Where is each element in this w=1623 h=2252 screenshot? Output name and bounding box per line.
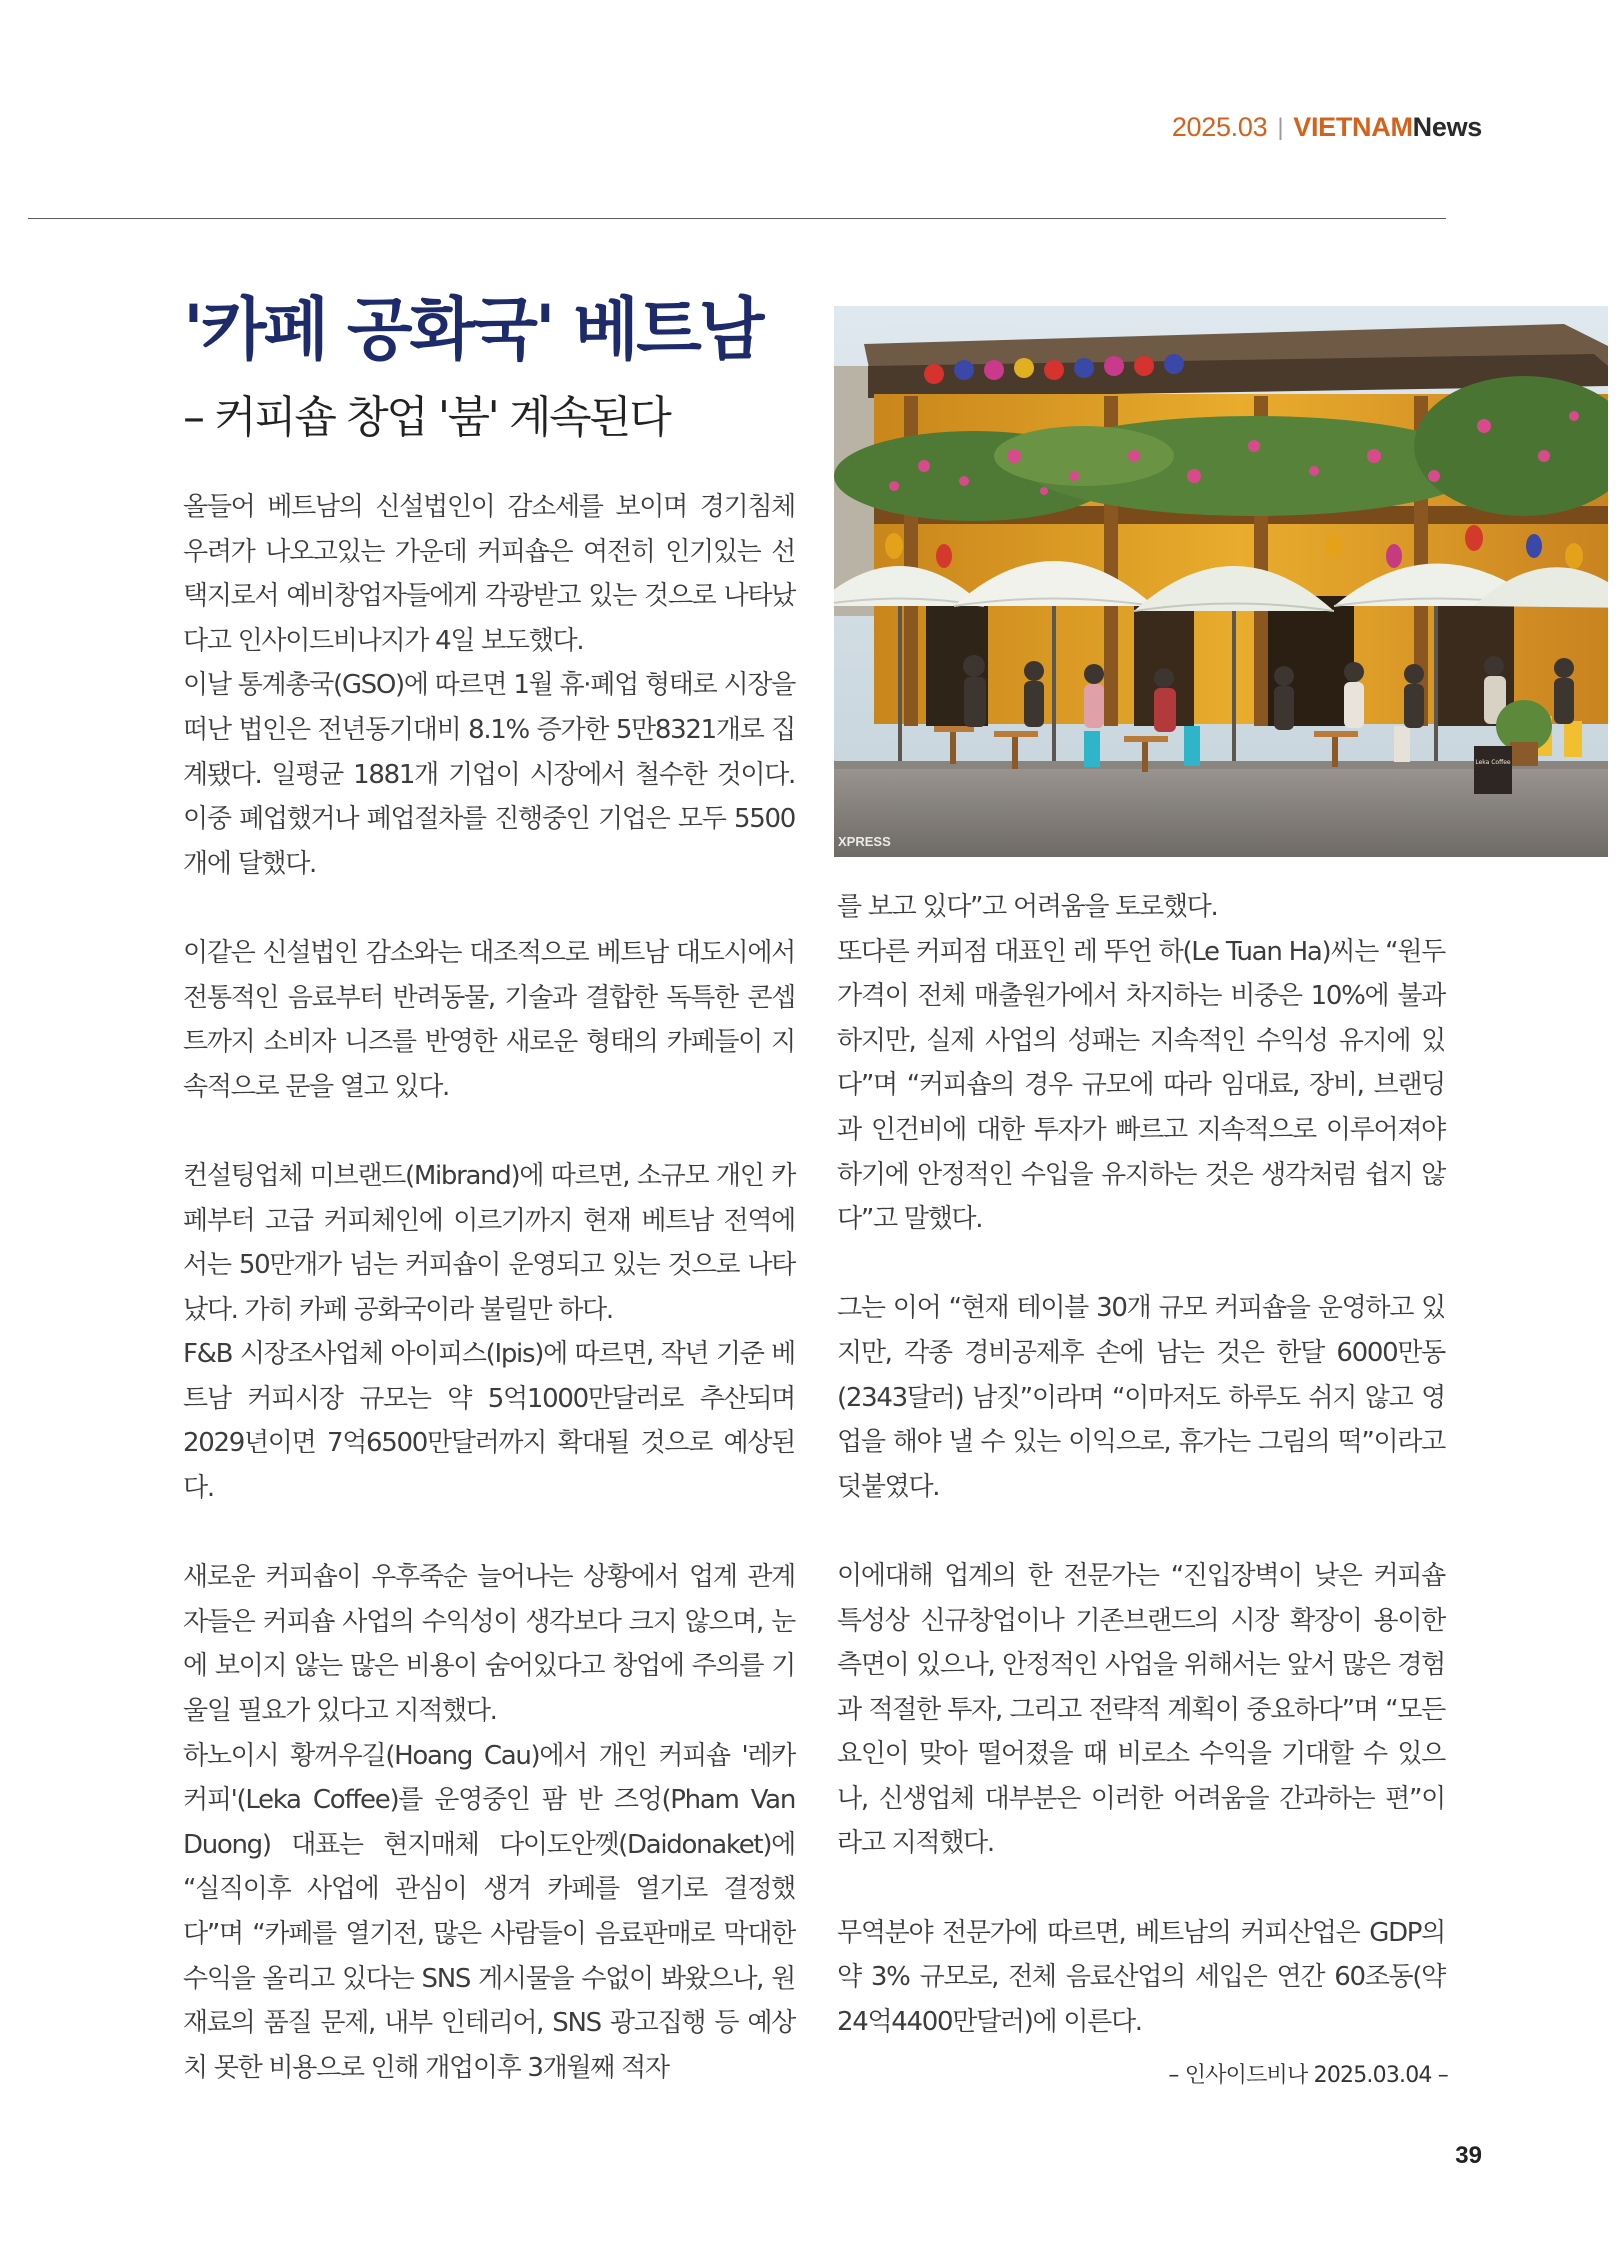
- right-column: [837, 885, 1445, 2044]
- body-paragraph: 이날 통계총국(GSO)에 따르면 1월 휴·폐업 형태로 시장을 떠난 법인은 전년동기대비 8.1% 증가한 5만8321개로 집계됐다. 일평균 1881개 기업이 시장에서 철수한 것이다. 이중 폐업했거나 폐업절차를 진행중인 기업은 모두 5500개에 달했다.: [183, 670, 795, 879]
- paragraph-gap: [837, 1509, 1445, 1554]
- brand-news: News: [1412, 112, 1482, 142]
- cafe-photo: [834, 306, 1608, 857]
- article-title: '카페 공화국' 베트남: [183, 291, 762, 370]
- body-paragraph: 무역분야 전문가에 따르면, 베트남의 커피산업은 GDP의 약 3% 규모로, 전체 음료산업의 세입은 연간 60조동(약 24억4400만달러)에 이른다.: [837, 1917, 1445, 2037]
- brand-vietnam: VIETNAM: [1293, 112, 1413, 142]
- article-subtitle: – 커피숍 창업 '붐' 계속된다: [183, 392, 670, 443]
- body-paragraph: 새로운 커피숍이 우후죽순 늘어나는 상황에서 업계 관계자들은 커피숍 사업의 수익성이 생각보다 크지 않으며, 눈에 보이지 않는 많은 비용이 숨어있다고 창업에 주의를 기울일 필요가 있다고 지적했다.: [183, 1562, 795, 1727]
- page-header: [1172, 112, 1482, 143]
- cafe-sign: Leka Coffee: [1475, 759, 1511, 766]
- photo-watermark: XPRESS: [838, 834, 891, 849]
- body-paragraph: 이같은 신설법인 감소와는 대조적으로 베트남 대도시에서 전통적인 음료부터 반려동물, 기술과 결합한 독특한 콘셉트까지 소비자 니즈를 반영한 새로운 형태의 카페들이 지속적으로 문을 열고 있다.: [183, 937, 795, 1102]
- cafe-street-illustration: [834, 306, 1608, 857]
- body-paragraph: 이에대해 업계의 한 전문가는 “진입장벽이 낮은 커피숍 특성상 신규창업이나 기존브랜드의 시장 확장이 용이한 측면이 있으나, 안정적인 사업을 위해서는 앞서 많은 경험과 적절한 투자, 그리고 전략적 계획이 중요하다”며 “모든 요인이 맞아 떨어졌을 때 비로소 수익을 기대할 수 있으나, 신생업체 대부분은 이러한 어려움을 간과하는 편”이라고 지적했다.: [837, 1560, 1445, 1859]
- body-paragraph: 또다른 커피점 대표인 레 뚜언 하(Le Tuan Ha)씨는 “원두 가격이 전체 매출원가에서 차지하는 비중은 10%에 불과하지만, 실제 사업의 성패는 지속적인 수익성 유지에 있다”며 “커피숍의 경우 규모에 따라 임대료, 장비, 브랜딩과 인건비에 대한 투자가 빠르고 지속적으로 이루어져야 하기에 안정적인 수입을 유지하는 것은 생각처럼 쉽지 않다”고 말했다.: [837, 936, 1445, 1235]
- body-paragraph: 하노이시 황꺼우길(Hoang Cau)에서 개인 커피숍 '레카 커피'(Leka Coffee)를 운영중인 팜 반 즈엉(Pham Van Duong) 대표는 현지매체 다이도안껫(Daidonaket)에 “실직이후 사업에 관심이 생겨 카페를 열기로 결정했다”며 “카페를 열기전, 많은 사람들이 음료판매로 막대한 수익을 올리고 있다는 SNS 게시물을 수없이 봐왔으나, 원재료의 품질 문제, 내부 인테리어, SNS 광고집행 등 예상치 못한 비용으로 인해 개업이후 3개월째 적자: [183, 1740, 795, 2083]
- body-paragraph: F&B 시장조사업체 아이피스(Ipis)에 따르면, 작년 기준 베트남 커피시장 규모는 약 5억1000만달러로 추산되며 2029년이면 7억6500만달러까지 확대될 것으로 예상된다.: [183, 1339, 795, 1504]
- body-paragraph: 컨설팅업체 미브랜드(Mibrand)에 따르면, 소규모 개인 카페부터 고급 커피체인에 이르기까지 현재 베트남 전역에서는 50만개가 넘는 커피숍이 운영되고 있는 것으로 나타났다. 가히 카페 공화국이라 불릴만 하다.: [183, 1160, 795, 1325]
- paragraph-gap: [183, 886, 795, 931]
- paragraph-gap: [183, 1511, 795, 1556]
- body-paragraph: 를 보고 있다”고 어려움을 토로했다.: [837, 892, 1218, 922]
- paragraph-gap: [837, 1242, 1445, 1287]
- paragraph-gap: [837, 1866, 1445, 1911]
- page-number: 39: [1455, 2142, 1482, 2169]
- body-paragraph: 올들어 베트남의 신설법인이 감소세를 보이며 경기침체 우려가 나오고있는 가운데 커피숍은 여전히 인기있는 선택지로서 예비창업자들에게 각광받고 있는 것으로 나타났다고 인사이드비나지가 4일 보도했다.: [183, 492, 795, 656]
- paragraph-gap: [183, 1109, 795, 1154]
- issue-date: 2025.03: [1171, 112, 1268, 142]
- source-credit: – 인사이드비나 2025.03.04 –: [1168, 2063, 1448, 2088]
- left-column: [183, 485, 795, 2090]
- body-paragraph: 그는 이어 “현재 테이블 30개 규모 커피숍을 운영하고 있지만, 각종 경비공제후 손에 남는 것은 한달 6000만동(2343달러) 남짓”이라며 “이마저도 하루도 쉬지 않고 영업을 해야 낼 수 있는 이익으로, 휴가는 그림의 떡”이라고 덧붙였다.: [837, 1293, 1445, 1502]
- header-rule: [28, 218, 1446, 219]
- header-separator: |: [1277, 113, 1284, 141]
